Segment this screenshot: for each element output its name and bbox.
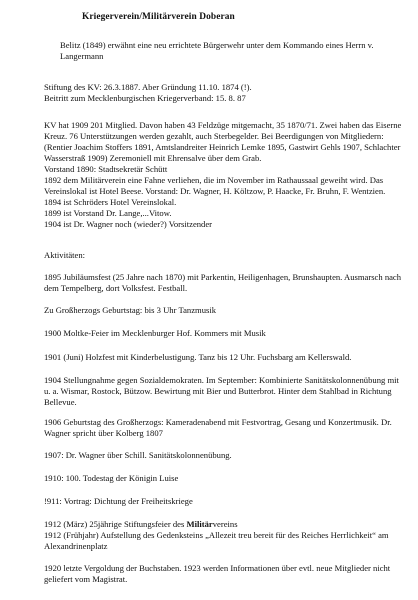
intro-paragraph: Belitz (1849) erwähnt eine neu errichtete Bürgerwehr unter dem Kommando eines Herrn v. Langermann [60, 40, 374, 61]
entry-1920: 1920 letzte Vergoldung der Buchstaben. 1923 werden Informationen über evtl. neue Mitglieder nicht geliefert vom Magistrat. [44, 563, 391, 584]
activity-entry: 1900 Moltke-Feier im Mecklenburger Hof. Kommers mit Musik [44, 328, 266, 338]
founding-line: Beitritt zum Mecklenburgischen Kriegerverband: 15. 8. 87 [44, 93, 246, 103]
activity-entry: 1895 Jubiläumsfest (25 Jahre nach 1870) mit Parkentin, Heiligenhagen, Brunshaupten. Ausmarsch nach dem Tempelberg, dort Volksfest. Festball. [44, 272, 402, 293]
activity-entry: 1907: Dr. Wagner über Schill. Sanitätskolonnenübung. [44, 450, 232, 460]
history-line: 1892 dem Militärverein eine Fahne verliehen, die im November im Rathaussaal geweiht wird. Das Vereinslokal ist Hotel Beese. Vorstand: Dr. Wagner, H. Költzow, P. Haacke, Fr. Bruhn, F. Wentzien. [44, 175, 386, 196]
entry-1912-line1 [44, 519, 406, 530]
activity-entry: 1904 Stellungnahme gegen Sozialdemokraten. Im September: Kombinierte Sanitätskolonnenübung mit u. a. Wismar, Rostock, Bützow. Bewirtung mit Bier und Butterbrot. Hinter dem Stahlbad in Richtung Bellevue. [44, 375, 399, 407]
entry-1912-line2: 1912 (Frühjahr) Aufstellung des Gedenksteins „Allezeit treu bereit für des Reiches Herrlichkeit“ am Alexandrinenplatz [44, 530, 389, 551]
entry-1912-prefix: 1912 (März) 25jährige Stiftungsfeier des [44, 519, 187, 529]
page-title: Kriegerverein/Militärverein Doberan [82, 12, 235, 22]
history-paragraph: KV hat 1909 201 Mitglied. Davon haben 43 Feldzüge mitgemacht, 35 1870/71. Zwei haben das Eiserne Kreuz. 76 Unterstützungen werden gezahlt, auch Sterbegelder. Bei Beerdigungen von Mitgliedern: (Rentier Joachim Stoffers 1891, Amtslandreiter Heinrich Lemke 1895, Gastwirt Gehls 1907, Schlachter Wasserstraß 1909) Zeremoniell mit Ehrensalve über dem Grab. [44, 120, 402, 163]
activities-heading: Aktivitäten: [44, 250, 86, 260]
entry-1912-suffix: vereins [212, 519, 238, 529]
activity-entry: !911: Vortrag: Dichtung der Freiheitskriege [44, 496, 193, 506]
history-line: 1899 ist Vorstand Dr. Lange,...Vitow. [44, 208, 172, 218]
history-section [44, 120, 406, 230]
history-line: Vorstand 1890: Stadtsekretär Schütt [44, 164, 168, 174]
history-line: 1894 ist Schröders Hotel Vereinslokal. [44, 197, 177, 207]
founding-line: Stiftung des KV: 26.3.1887. Aber Gründung 11.10. 1874 (!). [44, 82, 252, 92]
entry-1912 [44, 519, 406, 552]
entry-1912-bold: Militär [186, 519, 213, 529]
activity-entry: 1906 Geburtstag des Großherzogs: Kameradenabend mit Festvortrag, Gesang und Konzertmusik. Dr. Wagner spricht über Kolberg 1807 [44, 417, 392, 438]
activity-entry: 1901 (Juni) Holzfest mit Kinderbelustigung. Tanz bis 12 Uhr. Fuchsbarg am Kellerswald. [44, 352, 352, 362]
activity-entry: Zu Großherzogs Geburtstag: bis 3 Uhr Tanzmusik [44, 305, 217, 315]
founding-section [44, 82, 402, 104]
history-line: 1904 ist Dr. Wagner noch (wieder?) Vorsitzender [44, 219, 213, 229]
activity-entry: 1910: 100. Todestag der Königin Luise [44, 473, 179, 483]
